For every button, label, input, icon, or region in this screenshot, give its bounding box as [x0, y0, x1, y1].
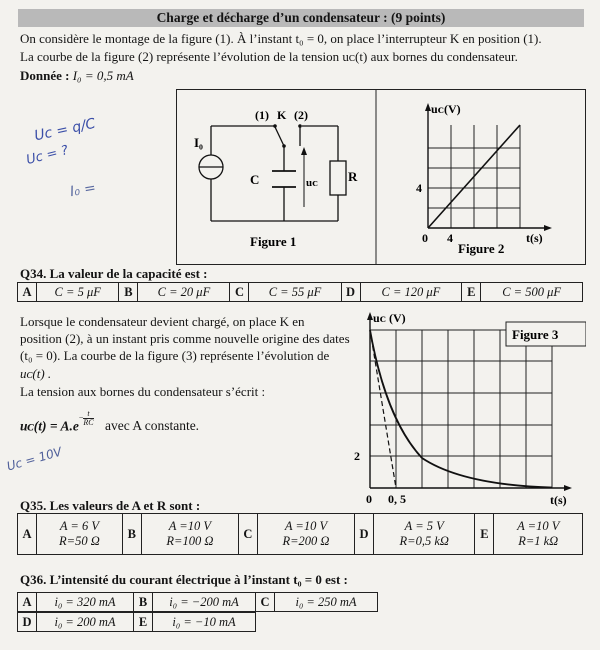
- fig3-origin: 0: [366, 492, 372, 506]
- q36-option-c-letter[interactable]: C: [256, 593, 275, 612]
- q35-options: [17, 513, 583, 555]
- q34-option-c[interactable]: C = 55 μF: [249, 283, 341, 302]
- q36-option-c[interactable]: i₀ = 250 mA: [275, 593, 378, 612]
- figure-2-plot: [416, 102, 552, 245]
- equation-minus: −: [78, 413, 84, 423]
- q34-option-b-letter[interactable]: B: [119, 283, 138, 302]
- figure-3: [340, 308, 586, 514]
- q34-option-b[interactable]: C = 20 μF: [138, 283, 230, 302]
- q35-option-e-letter[interactable]: E: [475, 514, 494, 555]
- q34-option-e-letter[interactable]: E: [462, 283, 481, 302]
- q35-option-b[interactable]: [141, 514, 238, 555]
- fig1-label-capacitor: C: [250, 172, 260, 187]
- figure-2-caption: Figure 2: [458, 241, 505, 256]
- q36-options-row-1: [17, 592, 378, 612]
- equation-exp-den: RC: [83, 418, 94, 427]
- q35-option-a-line2: R=50 Ω: [59, 534, 100, 548]
- current-source-icon: [199, 155, 223, 179]
- q35-option-c-line1: A =10 V: [284, 519, 328, 533]
- figures-1-2-box: [176, 89, 586, 265]
- q36-option-e[interactable]: i₀ = −10 mA: [153, 613, 256, 632]
- section-title: Charge et décharge d’un condensateur : (9 points): [18, 9, 584, 27]
- q34-option-a-letter[interactable]: A: [18, 283, 37, 302]
- part2-line-5: La tension aux bornes du condensateur s’écrit :: [20, 384, 266, 399]
- q36-option-a-letter[interactable]: A: [18, 593, 37, 612]
- fig1-label-pos2: (2): [294, 108, 308, 122]
- q35-option-b-letter[interactable]: B: [122, 514, 141, 555]
- q35-option-d[interactable]: [374, 514, 475, 555]
- resistor-icon: [330, 161, 346, 195]
- fig1-label-pos1: (1): [255, 108, 269, 122]
- q34-option-e[interactable]: C = 500 μF: [481, 283, 583, 302]
- q36-option-b-letter[interactable]: B: [134, 593, 153, 612]
- part2-line-1: Lorsque le condensateur devient chargé, on place K en: [20, 314, 305, 329]
- q36-title: Q36. L’intensité du courant électrique à l’instant t₀ = 0 est :: [20, 572, 348, 587]
- q35-option-b-line1: A =10 V: [168, 519, 211, 533]
- equation-exponent: [79, 410, 94, 427]
- circuit-diagram: [211, 126, 338, 221]
- q35-option-e-line1: A =10 V: [517, 519, 560, 533]
- q36-option-e-letter[interactable]: E: [134, 613, 153, 632]
- fig2-origin: 0: [422, 231, 428, 245]
- part2-line-2: position (2), à un instant pris comme nouvelle origine des dates: [20, 331, 350, 346]
- fig3-x-label: t(s): [550, 493, 567, 507]
- intro-line-2: La courbe de la figure (2) représente l’évolution de la tension uᴄ(t) aux bornes du condensateur.: [20, 49, 518, 64]
- handwritten-note-2: Uc = ?: [24, 143, 70, 168]
- q35-option-b-line2: R=100 Ω: [166, 534, 214, 548]
- given-data: [20, 68, 134, 84]
- fig2-x-tick: 4: [447, 231, 453, 245]
- q35-option-d-line2: R=0,5 kΩ: [399, 534, 449, 548]
- handwritten-note-4: Uc = 10V: [5, 444, 64, 474]
- q34-option-d[interactable]: C = 120 μF: [360, 283, 462, 302]
- fig2-x-label: t(s): [526, 231, 543, 245]
- handwritten-note-1: Uc = q/C: [33, 115, 97, 145]
- equation-lhs: uᴄ(t) = A.e: [20, 418, 79, 434]
- q35-option-e-line2: R=1 kΩ: [518, 534, 559, 548]
- handwritten-note-3: I₀ =: [68, 179, 98, 201]
- fig3-y-label: uᴄ (V): [373, 311, 406, 325]
- fig2-y-label: uᴄ(V): [431, 102, 461, 116]
- figure-3-caption: Figure 3: [512, 327, 559, 342]
- given-label: Donnée :: [20, 68, 70, 83]
- equation-tail: avec A constante.: [104, 418, 200, 434]
- q34-option-a[interactable]: C = 5 μF: [37, 283, 119, 302]
- q35-option-d-letter[interactable]: D: [355, 514, 374, 555]
- q35-option-e[interactable]: [494, 514, 583, 555]
- q36-option-d[interactable]: i₀ = 200 mA: [37, 613, 134, 632]
- figure-1-caption: Figure 1: [250, 234, 297, 249]
- given-value: I₀ = 0,5 mA: [72, 68, 134, 83]
- fig1-label-source: I₀: [194, 135, 203, 150]
- equation-exp-num: t: [83, 410, 93, 419]
- part2-line-3: (t₀ = 0). La courbe de la figure (3) représente l’évolution de: [20, 348, 330, 363]
- q35-option-d-line1: A = 5 V: [404, 519, 444, 533]
- q35-option-a-line1: A = 6 V: [59, 519, 99, 533]
- q36-option-a[interactable]: i₀ = 320 mA: [37, 593, 134, 612]
- q35-option-c-letter[interactable]: C: [238, 514, 257, 555]
- fig3-discharge-curve: [370, 330, 552, 488]
- fig3-x-tick: 0, 5: [388, 492, 406, 506]
- q34-option-c-letter[interactable]: C: [230, 283, 249, 302]
- q35-title: Q35. Les valeurs de A et R sont :: [20, 498, 201, 513]
- q36-options-row-2: [17, 612, 256, 632]
- fig1-label-voltage: uᴄ: [306, 177, 318, 189]
- part2-line-4: uᴄ(t) .: [20, 366, 52, 381]
- q35-option-a-letter[interactable]: A: [18, 514, 37, 555]
- fig1-label-resistor: R: [348, 169, 358, 184]
- fig1-label-switch: K: [277, 108, 287, 122]
- fig3-y-tick: 2: [354, 449, 360, 463]
- q34-title: Q34. La valeur de la capacité est :: [20, 266, 208, 281]
- q35-option-a[interactable]: [37, 514, 123, 555]
- q35-option-c-line2: R=200 Ω: [282, 534, 330, 548]
- q35-option-c[interactable]: [257, 514, 354, 555]
- q36-option-d-letter[interactable]: D: [18, 613, 37, 632]
- q34-options: [17, 282, 583, 302]
- intro-line-1: On considère le montage de la figure (1). À l’instant t₀ = 0, on place l’interrupteur K en position (1).: [20, 31, 542, 46]
- q34-option-d-letter[interactable]: D: [341, 283, 360, 302]
- equation: [20, 410, 199, 434]
- fig2-y-tick: 4: [416, 181, 422, 195]
- q36-option-b[interactable]: i₀ = −200 mA: [153, 593, 256, 612]
- capacitor-icon: [272, 171, 296, 187]
